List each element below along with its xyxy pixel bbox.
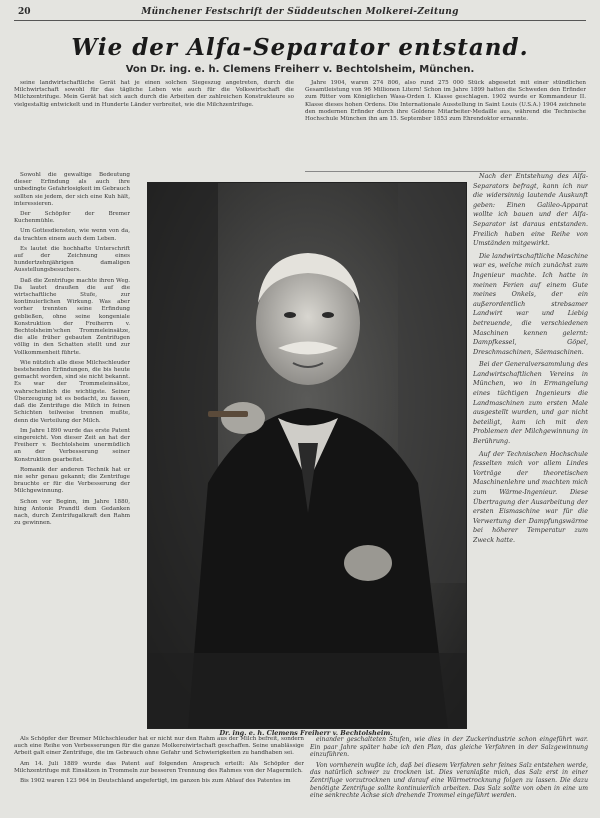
paragraph: Der Schöpfer der Bremer Kuchenmühle.: [14, 211, 130, 225]
paragraph: Bei der Generalversammlung des Landwirtschaftlichen Vereins in München, wo in Ermangelung eines tüchtigen Ingenieurs die Landmaschinen zum ersten Male ausgestellt wurden, und gar nicht beteiligt, kam ich mit den Problemen der Milchgewinnung in Berührung.: [473, 360, 588, 446]
left-column: [14, 172, 130, 734]
paragraph: Die landwirtschaftliche Maschine war es, welche mich zunächst zum Ingenieur machte. Ich hatte in meinen Ferien auf einem Gute meines Onkels, der ein außerordentlich strebsamer Landwirt war und Liebig betreuende, die verschiedenen Maschinen kennen gelernt: Dampfkessel, Göpel, Dreschmaschinen, Säemaschinen.: [473, 251, 588, 356]
paragraph: Von vornherein wußte ich, daß bei diesem Verfahren sehr feines Salz entstehen werde, das natürlich schwer zu trocknen ist. Dies veranlaßte mich, das Salz erst in einer Zentrifuge vorzutrocknen und darauf eine Wärmetrocknung folgen zu lassen. Die dazu benötigte Zentrifuge sollte kontinuierlich arbeiten. Das Salz sollte von oben in eine um eine senkrechte Achse sich drehende Trommel eingeführt werden.: [310, 761, 588, 800]
intro-left-paragraph: seine landwirtschaftliche Gerät hat je einen solchen Siegeszug angetreten, durch die Milchwirtschaft sowohl für das tägliche Leben wie auch für die Volkswirtschaft die Milchzentrifuge. Mein Gerät hat sich auch durch die Arbeiten der zahlreichen Konstrukteure so vielgestaltig entwickelt und in Hunderte Länder verbreitet, wie die Milchzentrifuge.: [14, 80, 294, 108]
portrait-photo: [147, 182, 467, 729]
paragraph: Um Gottesdiensten, wie wenn von da, da trachten einem auch dem Leben.: [14, 228, 130, 242]
paragraph: Im Jahre 1890 wurde das erste Patent eingereicht. Von dieser Zeit an hat der Freiherr v. Bechtolsheim unermüdlich an der Verbesserung seiner Konstruktion gearbeitet.: [14, 427, 130, 463]
bottom-right-column: [310, 736, 588, 816]
intro-right-column: [305, 80, 586, 172]
paragraph: Bis 1902 waren 123 964 in Deutschland angefertigt, im ganzen bis zum Ablauf des Patentes im: [20, 778, 291, 785]
paragraph: Am 14. Juli 1889 wurde das Patent auf folgenden Anspruch erteilt: Als Schöpfer der Milchzentrifuge mit Einsätzen in Trommeln zur besseren Trennung des Rahmes von der Magermilch.: [14, 760, 304, 774]
intro-left-column: [14, 80, 294, 170]
running-head-title: Münchener Festschrift der Süddeutschen Molkerei-Zeitung: [141, 7, 459, 17]
right-column: [473, 172, 588, 734]
intro-right-paragraph: Jahre 1904, waren 274 806, also rund 275 000 Stück abgesetzt mit einer stündlichen Gesamtleistung von 96 Millionen Litern! Schon im Jahre 1899 hatten die Schweden den Erfinder zum Ritter vom Königlichen Wasa-Orden I. Klasse geschlagen. 1902 wurde er Kommandeur II. Klasse dieses hohen Ordens. Die Internationale Ausstellung in Saint Louis (U.S.A.) 1904 zeichnete den modernen Erfinder durch ihre Goldene Mitarbeiter-Medaille aus, während die Technische Hochschule München ihn am 15. September 1853 zum Ehrendoktor ernannte.: [305, 80, 586, 123]
running-header: [14, 6, 586, 21]
paragraph: Als Schöpfer der Bremer Milchschleuder hat er nicht nur den Rahm aus der Milch befreit, sondern auch eine Reihe von Verbesserungen für die ganze Molkereiwirtschaft geschaffen. Seine unablässige Arbeit galt einer Zentrifuge, die im Gebrauch ohne Gefahr und Schwierigkeiten zu handhaben sei.: [14, 736, 304, 757]
paragraph: Sowohl die gewaltige Bedeutung dieser Erfindung als auch ihre unbedingte Gefahrlosigkeit im Gebrauch sollten sie jedem, der sich eine Kuh hält, interessieren.: [14, 172, 130, 207]
paragraph: Romanik der anderen Technik hat er nie sehr genau gekannt; die Zentrifuge brauchte er für die Verbesserung der Milchgewinnung.: [14, 466, 130, 495]
article-title: Wie der Alfa-Separator entstand.: [71, 34, 529, 61]
paragraph: Auf der Technischen Hochschule fesselten mich vor allem Lindes Vorträge der theoretischen Maschinenlehre und machten mich zum Wärme-Ingenieur. Diese Übertragung der Ausarbeitung der ersten Eismaschine war für die Verwertung der Dampfungswärme bei höherer Temperatur zum Zweck hatte.: [473, 449, 588, 544]
paragraph: Schon vor Beginn, im Jahre 1880, hing Antonie Prandtl dem Gedanken nach, durch Zentrifugalkraft den Rahm zu gewinnen.: [14, 498, 130, 527]
paragraph: einander geschalteten Stufen, wie dies in der Zuckerindustrie schon eingeführt war. Ein paar Jahre später habe ich den Plan, das gleiche Verfahren in der Salzgewinnung einzuführen.: [310, 736, 588, 759]
page-number: 20: [18, 7, 31, 17]
right-intro-paragraph: Nach der Entstehung des Alfa-Separators befragt, kann ich nur die widersinnig lautende Auskunft geben: Einen Galileo-Apparat wollte ich bauen und der Alfa-Separator ist daraus entstanden. Freilich haben eine Reihe von Umständen mitgewirkt.: [473, 172, 588, 248]
article-byline: Von Dr. ing. e. h. Clemens Freiherr v. Bechtolsheim, München.: [125, 64, 475, 75]
portrait-image: [148, 183, 466, 728]
paragraph: Es lautet die hochhafte Unterschrift auf der Zeichnung eines hundertzehnjährigen damaligen Ausstellungsbesuchers.: [14, 245, 130, 274]
paragraph: Wie nützlich alle diese Milchschleuder bestehenden Erfindungen, die bis heute gemacht worden, sind sie nicht bekannt. Es war der Trommeleinsätze, wahrscheinlich die wichtigste. Seiner Überzeugung ist es bedacht, zu fassen, daß die Zentrifuge die Milch in feinen Schichten teilweise trennen mußte, denn die Verteilung der Milch.: [14, 359, 130, 424]
bottom-left-column: [14, 736, 304, 816]
paragraph: Daß die Zentrifuge machte ihren Weg. Da lautet draußen die auf die wirtschaftliche Stufe, zur kontinuierlichen Wirkung. Was aber vorher trennten seine Erfindung gebließen, ohne seine kongeniale Konstruktion der Freiherrn v. Bechtolsheim'schen Trommeleinsätze, die alle früher gebauten Zentrifugen völlig in den Schatten stellt und zur Vollkommenheit führte.: [14, 277, 130, 356]
photo-caption: Dr. ing. e. h. Clemens Freiherr v. Bechtolsheim.: [219, 729, 393, 737]
